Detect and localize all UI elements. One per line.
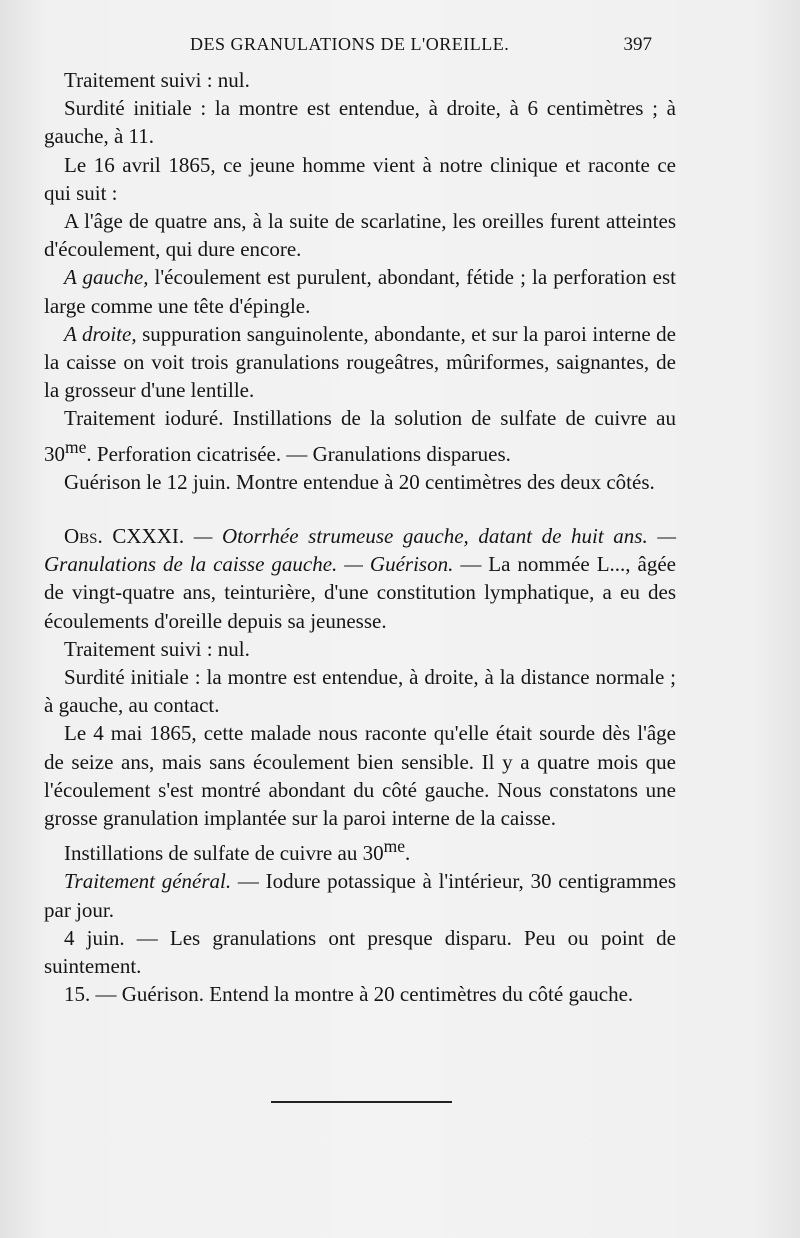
running-title: DES GRANULATIONS DE L'OREILLE. bbox=[190, 34, 510, 54]
paragraph: 15. — Guérison. Entend la montre à 20 centimètres du côté gauche. bbox=[64, 982, 634, 1007]
body-text bbox=[44, 66, 676, 1009]
end-rule bbox=[271, 1101, 452, 1103]
paragraph: A gauche, l'écoulement est purulent, abondant, fétide ; la perforation est large comme une tête d'épingle. bbox=[44, 265, 676, 318]
paragraph: Traitement général. — Iodure potassique à l'intérieur, 30 centigrammes par jour. bbox=[44, 869, 676, 922]
paragraph: Le 16 avril 1865, ce jeune homme vient à notre clinique et raconte ce qui suit : bbox=[44, 152, 676, 205]
italic-lead: A droite, bbox=[64, 321, 137, 346]
paragraph: 4 juin. — Les granulations ont presque disparu. Peu ou point de suintement. bbox=[44, 925, 676, 979]
paragraph: A droite, suppuration sanguinolente, abondante, et sur la paroi interne de la caisse on voit trois granulations rougeâtres, mûriformes, saignantes, de la grosseur d'une lentille. bbox=[44, 321, 676, 403]
paragraph: Traitement suivi : nul. bbox=[64, 636, 250, 661]
paragraph: A l'âge de quatre ans, à la suite de scarlatine, les oreilles furent atteintes d'écoulement, qui dure encore. bbox=[44, 209, 676, 262]
paragraph: Guérison le 12 juin. Montre entendue à 20 centimètres des deux côtés. bbox=[64, 469, 655, 494]
italic-lead: Traitement général. bbox=[64, 869, 232, 894]
observation-label: Obs. CXXXI. bbox=[64, 524, 185, 549]
paragraph: Instillations de sulfate de cuivre au $30^{me}$. bbox=[64, 836, 411, 866]
page-number: 397 bbox=[623, 34, 652, 55]
italic-lead: A gauche, bbox=[64, 265, 149, 290]
paragraph: Traitement ioduré. Instillations de la solution de sulfate de cuivre au $30^{me}$. Perforation cicatrisée. — Granulations disparues. bbox=[44, 406, 676, 466]
observation-title: — Otorrhée strumeuse gauche, datant de huit ans. — Granulations de la caisse gauche. — Guérison. bbox=[44, 524, 676, 577]
paragraph: Surdité initiale : la montre est entendue, à droite, à la distance normale ; à gauche, au contact. bbox=[44, 665, 676, 718]
observation-heading: Obs. CXXXI. — Otorrhée strumeuse gauche, datant de huit ans. — Granulations de la caisse gauche. — Guérison. — La nommée L..., âgée de vingt-quatre ans, teinturière, d'une constitution lymphatique, a eu des écoulements d'oreille depuis sa jeunesse. bbox=[44, 524, 676, 633]
paragraph: Surdité initiale : la montre est entendue, à droite, à 6 centimètres ; à gauche, à 11. bbox=[44, 96, 676, 149]
paragraph: Traitement suivi : nul. bbox=[64, 68, 250, 92]
paragraph: Le 4 mai 1865, cette malade nous raconte qu'elle était sourde dès l'âge de seize ans, mais sans écoulement bien sensible. Il y a quatre mois que l'écoulement s'est montré abondant du côté gauche. Nous constatons une grosse granulation implantée sur la paroi interne de la caisse. bbox=[44, 721, 676, 831]
